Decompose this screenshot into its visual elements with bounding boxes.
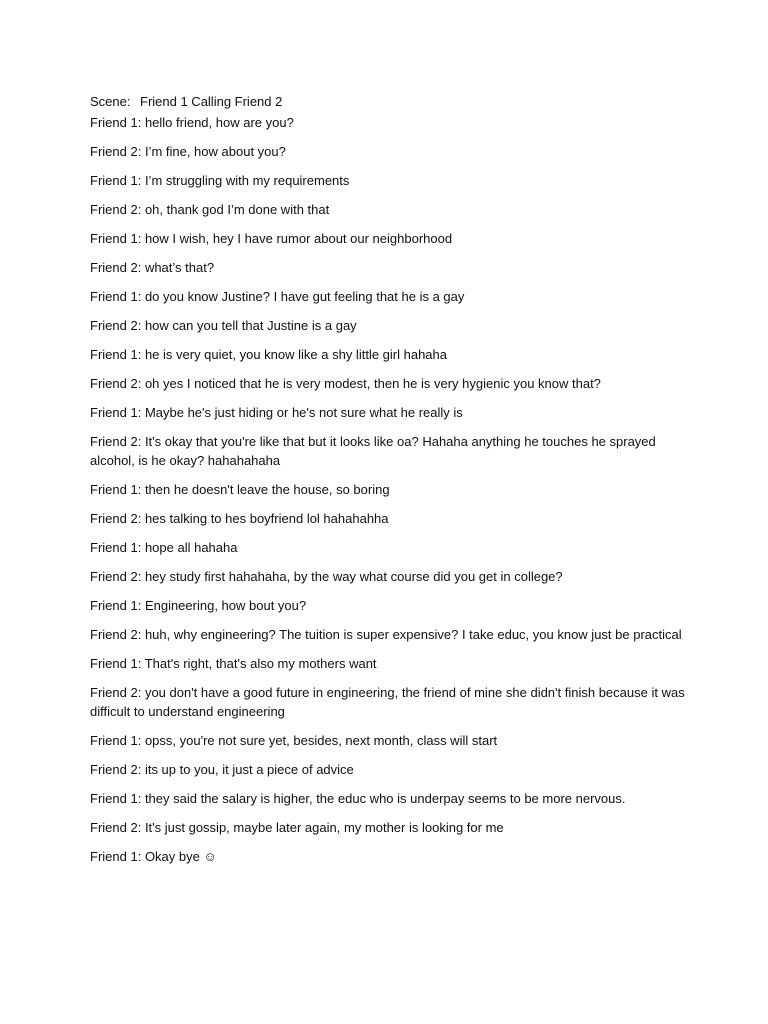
dialogue-text: they said the salary is higher, the educ who is underpay seems to be more nervous. xyxy=(144,791,626,806)
speaker-name: Friend 1 : xyxy=(90,347,145,362)
speaker-name: Friend 2 : xyxy=(90,202,145,217)
dialogue-text: hey study first hahahaha, by the way what course did you get in college? xyxy=(144,569,563,584)
dialogue-line xyxy=(90,316,690,335)
speaker-name: Friend 1 : xyxy=(90,173,145,188)
speaker-name: Friend 1 : xyxy=(90,482,145,497)
dialogue-text: its up to you, it just a piece of advice xyxy=(144,762,354,777)
speaker-name: Friend 2 : xyxy=(90,511,145,526)
speaker-name: Friend 1 : xyxy=(90,733,145,748)
speaker-name: Friend 2 : xyxy=(90,318,145,333)
speaker-name: Friend 2 : xyxy=(90,260,145,275)
dialogue-text: I’m struggling with my requirements xyxy=(144,173,350,188)
speaker-name: Friend 1 : xyxy=(90,231,145,246)
dialogue-text: how I wish, hey I have rumor about our neighborhood xyxy=(144,231,453,246)
dialogue-line xyxy=(90,625,690,644)
speaker-name: Friend 2 : xyxy=(90,376,145,391)
dialogue-text: you don't have a good future in engineering, the friend of mine she didn't finish because it was difficult to understand engineering xyxy=(90,685,685,719)
dialogue-text: oh, thank god I’m done with that xyxy=(144,202,330,217)
scene-label: Scene: xyxy=(90,94,131,109)
scene-title: Friend 1 Calling Friend 2 xyxy=(140,94,283,109)
dialogue-text: hello friend, how are you? xyxy=(144,115,294,130)
scene-heading xyxy=(90,93,690,110)
dialogue-line xyxy=(90,287,690,306)
dialogue-text: hes talking to hes boyfriend lol hahahahha xyxy=(144,511,389,526)
dialogue-text: then he doesn't leave the house, so boring xyxy=(144,482,390,497)
dialogue-line xyxy=(90,818,690,837)
dialogue-text: I’m fine, how about you? xyxy=(144,144,286,159)
dialogue-line xyxy=(90,480,690,499)
dialogue-text: hope all hahaha xyxy=(144,540,238,555)
speaker-name: Friend 1 : xyxy=(90,849,145,864)
dialogue-text: That's right, that's also my mothers want xyxy=(144,656,377,671)
speaker-name: Friend 2 : xyxy=(90,627,145,642)
dialogue-line xyxy=(90,538,690,557)
dialogue-text: Engineering, how bout you? xyxy=(144,598,307,613)
speaker-name: Friend 2 : xyxy=(90,569,145,584)
dialogue-line xyxy=(90,789,690,808)
dialogue-line xyxy=(90,654,690,673)
dialogue-text: Maybe he's just hiding or he's not sure what he really is xyxy=(144,405,463,420)
speaker-name: Friend 1 : xyxy=(90,598,145,613)
dialogue-line xyxy=(90,200,690,219)
dialogue-text: It's just gossip, maybe later again, my mother is looking for me xyxy=(144,820,504,835)
dialogue-line xyxy=(90,596,690,615)
dialogue-line xyxy=(90,760,690,779)
dialogue-text: how can you tell that Justine is a gay xyxy=(144,318,357,333)
dialogue-line xyxy=(90,567,690,586)
dialogue-line xyxy=(90,847,690,866)
dialogue-line xyxy=(90,345,690,364)
speaker-name: Friend 2 : xyxy=(90,685,145,700)
speaker-name: Friend 2 : xyxy=(90,144,145,159)
dialogue-line xyxy=(90,683,690,721)
speaker-name: Friend 1 : xyxy=(90,289,145,304)
dialogue-line xyxy=(90,229,690,248)
speaker-name: Friend 1 : xyxy=(90,791,145,806)
speaker-name: Friend 2 : xyxy=(90,434,145,449)
speaker-name: Friend 2 : xyxy=(90,762,145,777)
speaker-name: Friend 1 : xyxy=(90,656,145,671)
dialogue-text: Okay bye ☺ xyxy=(144,849,217,864)
dialogue-text: huh, why engineering? The tuition is super expensive? I take educ, you know just be practical xyxy=(144,627,682,642)
dialogue-text: opss, you're not sure yet, besides, next month, class will start xyxy=(144,733,498,748)
dialogue-text: oh yes I noticed that he is very modest, then he is very hygienic you know that? xyxy=(144,376,601,391)
speaker-name: Friend 1 : xyxy=(90,540,145,555)
speaker-name: Friend 2 : xyxy=(90,820,145,835)
dialogue-line xyxy=(90,374,690,393)
dialogue-line xyxy=(90,258,690,277)
document-page xyxy=(90,93,690,876)
dialogue-text: what’s that? xyxy=(144,260,215,275)
dialogue-line xyxy=(90,403,690,422)
dialogue-line xyxy=(90,113,690,132)
dialogue-text: It's okay that you're like that but it looks like oa? Hahaha anything he touches he sprayed alcohol, is he okay? hahahahaha xyxy=(90,434,656,468)
dialogue-line xyxy=(90,171,690,190)
dialogue-text: he is very quiet, you know like a shy little girl hahaha xyxy=(144,347,447,362)
speaker-name: Friend 1 : xyxy=(90,405,145,420)
dialogue-text: do you know Justine? I have gut feeling that he is a gay xyxy=(144,289,465,304)
dialogue-line xyxy=(90,731,690,750)
speaker-name: Friend 1 : xyxy=(90,115,145,130)
dialogue-line xyxy=(90,509,690,528)
dialogue-line xyxy=(90,142,690,161)
dialogue-line xyxy=(90,432,690,470)
